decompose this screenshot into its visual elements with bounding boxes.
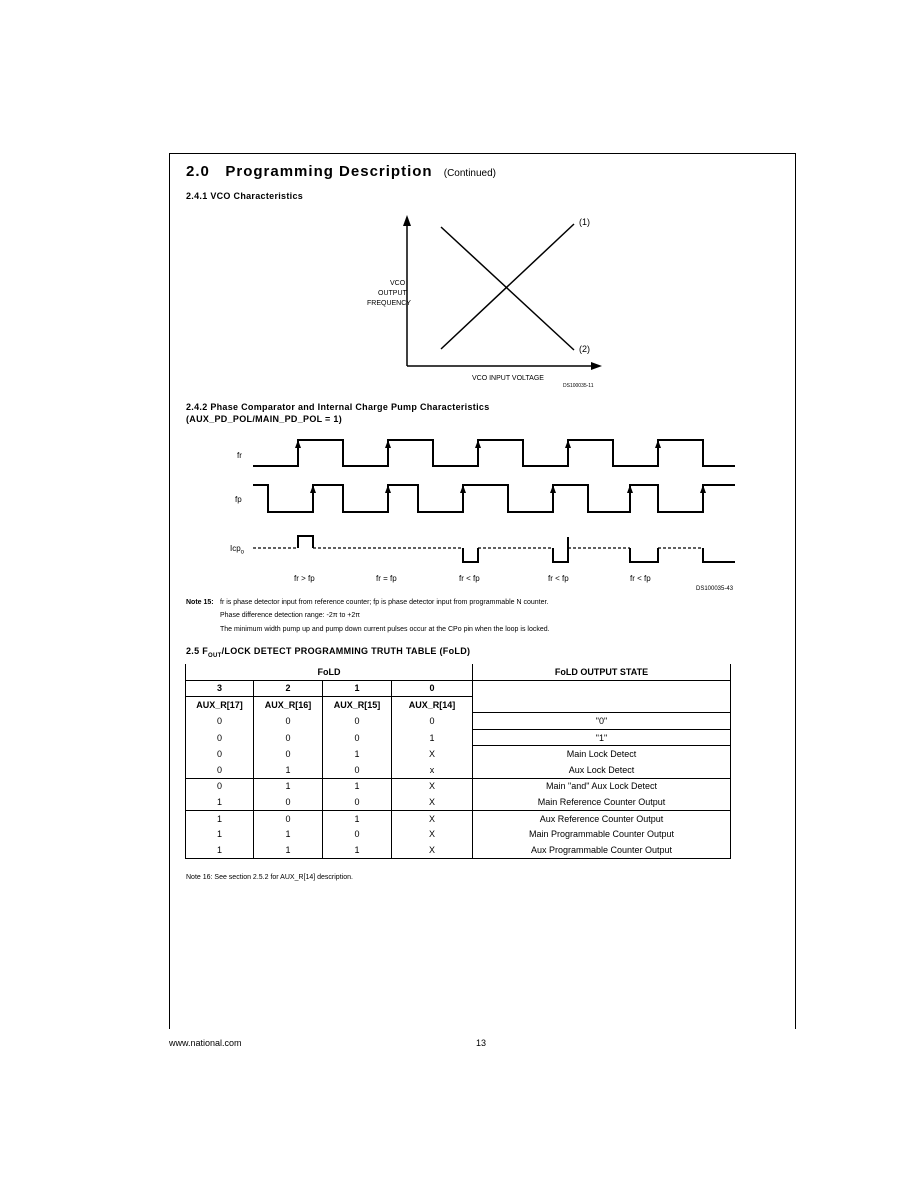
- bit-1-cell: 0: [323, 729, 392, 746]
- table-row: [186, 746, 731, 762]
- table-row: [186, 762, 731, 778]
- truth-table-body: [186, 713, 731, 858]
- bit-1-cell: 0: [323, 713, 392, 730]
- bit-0-cell: X: [392, 746, 473, 762]
- bit-1-cell: 0: [323, 794, 392, 810]
- section-number: 2.0: [186, 163, 210, 180]
- icp-pulse-2: [463, 548, 478, 562]
- bit-number-0: 0: [392, 680, 473, 697]
- bit-1-cell: 0: [323, 762, 392, 778]
- state-spacer-1: [473, 680, 731, 697]
- bit-0-cell: x: [392, 762, 473, 778]
- fr-waveform: [253, 440, 735, 466]
- vco-curve-1-label: (1): [579, 217, 590, 227]
- bit-3-cell: 1: [186, 842, 254, 858]
- bit-2-cell: 0: [254, 713, 323, 730]
- note16: Note 16: See section 2.5.2 for AUX_R[14] description.: [186, 874, 353, 881]
- fold-state-cell: Main Reference Counter Output: [473, 794, 731, 810]
- bit-name-1: AUX_R[15]: [323, 697, 392, 713]
- bit-name-2: AUX_R[16]: [254, 697, 323, 713]
- table-header-row: [186, 664, 731, 680]
- bit-3-cell: 0: [186, 778, 254, 794]
- section-title-text: Programming Description: [225, 163, 433, 180]
- icp-pulse-3: [553, 548, 568, 562]
- bit-3-cell: 0: [186, 713, 254, 730]
- fold-state-cell: Main "and" Aux Lock Detect: [473, 778, 731, 794]
- fr-edge-arrow-2: [385, 440, 391, 448]
- phase-condition-2: fr = fp: [376, 574, 397, 583]
- table-row: [186, 826, 731, 842]
- truth-table-heading-suffix: /LOCK DETECT PROGRAMMING TRUTH TABLE (FoLD): [221, 646, 471, 656]
- truth-table-heading-sub: OUT: [208, 652, 222, 659]
- bit-3-cell: 0: [186, 762, 254, 778]
- footer-page-number: 13: [476, 1038, 487, 1048]
- fp-edge-arrow-6: [700, 485, 706, 493]
- fold-state-cell: Main Programmable Counter Output: [473, 826, 731, 842]
- fr-edge-arrow-5: [655, 440, 661, 448]
- vco-curve-2-label: (2): [579, 344, 590, 354]
- vco-heading: 2.4.1 VCO Characteristics: [186, 191, 304, 201]
- fp-edge-arrow-2: [385, 485, 391, 493]
- note15-label: Note 15:: [186, 599, 214, 606]
- icp-pulse-4: [630, 548, 658, 562]
- bit-number-1: 1: [323, 680, 392, 697]
- bit-3-cell: 0: [186, 746, 254, 762]
- section-continued: (Continued): [443, 168, 497, 179]
- bit-2-cell: 1: [254, 826, 323, 842]
- note15-line2: Phase difference detection range: -2π to +2π: [220, 612, 361, 619]
- fp-edge-arrow-4: [550, 485, 556, 493]
- bit-1-cell: 1: [323, 810, 392, 826]
- bit-3-cell: 0: [186, 729, 254, 746]
- vco-ylabel-1: VCO: [390, 280, 406, 287]
- vco-ylabel-3: FREQUENCY: [367, 300, 411, 307]
- fold-state-cell: "0": [473, 713, 731, 730]
- fp-edge-arrow-3: [460, 485, 466, 493]
- bit-number-row: [186, 680, 731, 697]
- table-row: [186, 713, 731, 730]
- fr-edge-arrow-1: [295, 440, 301, 448]
- bit-0-cell: X: [392, 826, 473, 842]
- icp-signal-label: [230, 544, 244, 556]
- bit-name-0: AUX_R[14]: [392, 697, 473, 713]
- table-row: [186, 729, 731, 746]
- fp-edge-arrow-5: [627, 485, 633, 493]
- table-row: [186, 794, 731, 810]
- bit-2-cell: 0: [254, 729, 323, 746]
- bit-name-3: AUX_R[17]: [186, 697, 254, 713]
- fold-state-cell: Main Lock Detect: [473, 746, 731, 762]
- fr-edge-arrow-3: [475, 440, 481, 448]
- bit-1-cell: 1: [323, 746, 392, 762]
- phase-heading-line1: 2.4.2 Phase Comparator and Internal Charge Pump Characteristics: [186, 402, 490, 412]
- note15-line3: The minimum width pump up and pump down current pulses occur at the CPo pin when the loop is locked.: [220, 626, 550, 633]
- bit-2-cell: 0: [254, 794, 323, 810]
- vco-figure-id: DS100035-11: [563, 383, 594, 389]
- bit-1-cell: 1: [323, 778, 392, 794]
- bit-1-cell: 1: [323, 842, 392, 858]
- truth-table-heading-prefix: 2.5 F: [186, 646, 209, 656]
- fp-signal-label: fp: [235, 495, 242, 504]
- state-spacer-2: [473, 697, 731, 713]
- fold-group-header: FoLD: [186, 664, 473, 680]
- bit-0-cell: X: [392, 810, 473, 826]
- note15-line1: fr is phase detector input from reference counter; fp is phase detector input from programmable N counter.: [220, 599, 549, 606]
- phase-condition-3: fr < fp: [459, 574, 480, 583]
- icp-signal-label-main: Icp: [230, 544, 241, 553]
- bit-0-cell: 1: [392, 729, 473, 746]
- bit-0-cell: X: [392, 778, 473, 794]
- bit-2-cell: 1: [254, 778, 323, 794]
- fold-truth-table: [185, 664, 731, 859]
- fp-waveform: [253, 485, 735, 512]
- fr-edge-arrow-4: [565, 440, 571, 448]
- bit-number-2: 2: [254, 680, 323, 697]
- phase-condition-4: fr < fp: [548, 574, 569, 583]
- phase-condition-1: fr > fp: [294, 574, 315, 583]
- table-row: [186, 778, 731, 794]
- fold-state-cell: Aux Reference Counter Output: [473, 810, 731, 826]
- icp-pulse-1: [298, 536, 313, 548]
- bit-0-cell: X: [392, 794, 473, 810]
- bit-3-cell: 1: [186, 826, 254, 842]
- truth-table-heading: [186, 646, 470, 659]
- bit-3-cell: 1: [186, 794, 254, 810]
- fold-state-cell: Aux Programmable Counter Output: [473, 842, 731, 858]
- fold-state-cell: "1": [473, 729, 731, 746]
- icp-signal-label-sub: o: [240, 549, 245, 556]
- fold-output-state-header: FoLD OUTPUT STATE: [473, 664, 731, 680]
- icp-pulse-5: [703, 548, 735, 562]
- bit-2-cell: 0: [254, 746, 323, 762]
- bit-2-cell: 1: [254, 762, 323, 778]
- phase-figure-id: DS100035-43: [696, 586, 734, 592]
- vco-ylabel-2: OUTPUT: [378, 290, 407, 297]
- bit-2-cell: 0: [254, 810, 323, 826]
- bit-2-cell: 1: [254, 842, 323, 858]
- fr-signal-label: fr: [237, 451, 242, 460]
- bit-name-row: [186, 697, 731, 713]
- vco-xlabel: VCO INPUT VOLTAGE: [472, 375, 544, 382]
- bit-3-cell: 1: [186, 810, 254, 826]
- bit-0-cell: 0: [392, 713, 473, 730]
- footer-website: www.national.com: [169, 1038, 242, 1048]
- fold-state-cell: Aux Lock Detect: [473, 762, 731, 778]
- table-row: [186, 842, 731, 858]
- phase-heading-line2: (AUX_PD_POL/MAIN_PD_POL = 1): [186, 414, 343, 424]
- bit-1-cell: 0: [323, 826, 392, 842]
- bit-number-3: 3: [186, 680, 254, 697]
- fp-edge-arrow-1: [310, 485, 316, 493]
- table-row: [186, 810, 731, 826]
- phase-condition-5: fr < fp: [630, 574, 651, 583]
- bit-0-cell: X: [392, 842, 473, 858]
